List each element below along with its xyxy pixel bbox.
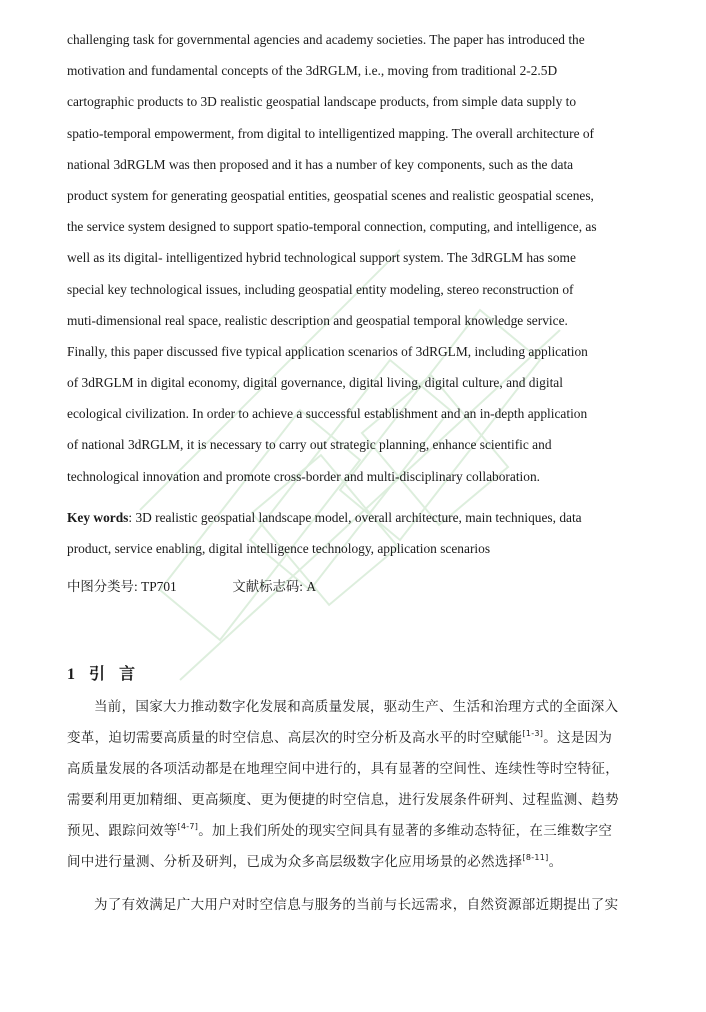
abstract-line: of national 3dRGLM, it is necessary to carry out strategic planning, enhance scientific and [67,437,552,453]
keywords [67,502,622,565]
abstract-line: national 3dRGLM was then proposed and it has a number of key components, such as the data [67,156,574,172]
abstract-line: cartographic products to 3D realistic geospatial landscape products, from simple data supply to [67,94,577,110]
clc-number: 中图分类号: TP701 [67,578,177,594]
intro-line [67,847,622,878]
abstract-line: muti-dimensional real space, realistic description and geospatial temporal knowledge service. [67,312,568,328]
document-code: 文献标志码: A [232,578,317,594]
abstract [67,24,622,492]
intro-line: 为了有效满足广大用户对时空信息与服务的当前与长远需求，自然资源部近期提出了实 [94,896,619,913]
intro-line [67,723,622,754]
keywords-text: : 3D realistic geospatial landscape model, overall architecture, main techniques, data product, service enabling, digital intelligence technology, application scenarios [67,509,582,557]
intro-text: 间中进行量测、分析及研判，已成为众多高层级数字化应用场景的必然选择 [67,853,523,870]
abstract-line: well as its digital- intelligentized hybrid technological support system. The 3dRGLM has some [67,250,576,266]
abstract-line: Finally, this paper discussed five typical application scenarios of 3dRGLM, including application [67,343,588,359]
abstract-line: ecological civilization. In order to achieve a successful establishment and an in-depth application [67,406,588,422]
abstract-line: product system for generating geospatial entities, geospatial scenes and realistic geospatial scenes, [67,187,594,203]
citation: [4-7] [177,821,199,831]
intro-paragraph-2 [67,890,622,921]
citation: [1-3] [522,728,544,738]
section-number: 1 [67,665,75,683]
intro-text: 当前，国家大力推动数字化发展和高质量发展，驱动生产、生活和治理方式的全面深入 [94,698,619,715]
intro-text: 预见、跟踪问效等 [67,822,178,839]
section-title: 引言 [89,663,150,683]
paper-page [67,24,622,921]
abstract-line: technological innovation and promote cross-border and multi-disciplinary collaboration. [67,468,541,484]
abstract-line: motivation and fundamental concepts of the 3dRGLM, i.e., moving from traditional 2-2.5D [67,63,558,79]
keywords-label: Key words [67,509,129,525]
intro-line [67,816,622,847]
abstract-line: special key technological issues, including geospatial entity modeling, stereo reconstruction of [67,281,574,297]
abstract-line: the service system designed to support spatio-temporal connection, computing, and intelligence, as [67,219,597,235]
classification [67,577,622,597]
intro-text: 。这是因为 [543,729,613,746]
intro-paragraph-1 [67,692,622,878]
intro-text: 变革，迫切需要高质量的时空信息、高层次的时空分析及高水平的时空赋能 [67,729,523,746]
intro-text: 需要利用更加精细、更高频度、更为便捷的时空信息，进行发展条件研判、过程监测、趋势 [67,791,619,808]
abstract-line: challenging task for governmental agencies and academy societies. The paper has introduced the [67,32,585,47]
intro-line [67,754,622,785]
section-heading [67,663,622,686]
intro-line [67,785,622,816]
intro-text: 。 [548,853,563,870]
abstract-line: of 3dRGLM in digital economy, digital governance, digital living, digital culture, and digital [67,375,563,391]
intro-text: 。加上我们所处的现实空间具有显著的多维动态特征，在三维数字空 [198,822,613,839]
abstract-line: spatio-temporal empowerment, from digital to intelligentized mapping. The overall architecture of [67,125,595,141]
citation: [8-11] [522,852,549,862]
intro-line [67,692,622,723]
intro-text: 高质量发展的各项活动都是在地理空间中进行的，具有显著的空间性、连续性等时空特征， [67,760,619,777]
